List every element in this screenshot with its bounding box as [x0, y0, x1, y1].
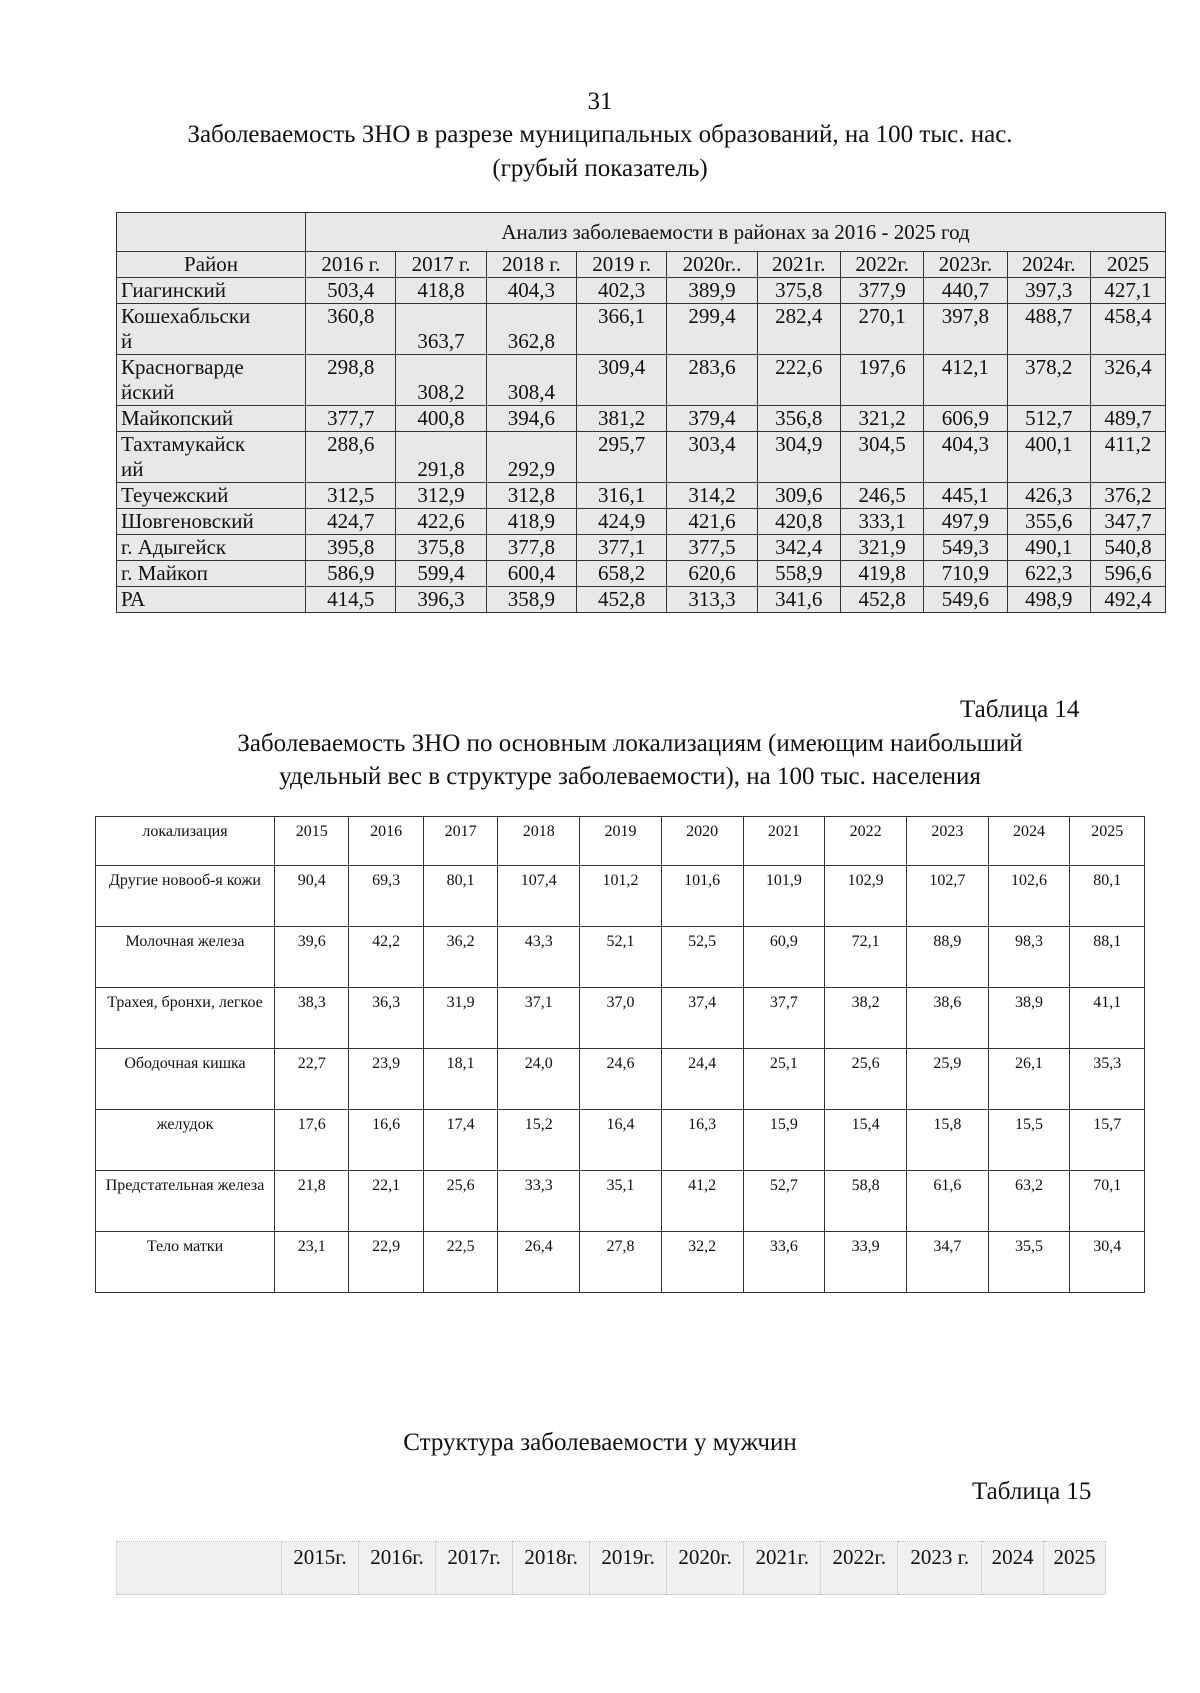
value-cell: 394,6 — [486, 406, 576, 432]
value-cell: 379,4 — [667, 406, 757, 432]
table1-title-line2: (грубый показатель) — [492, 155, 708, 182]
value-cell: 102,9 — [825, 866, 907, 927]
header-cell-year: 2020г.. — [667, 252, 757, 278]
district-name-part: Тахтамукайск — [121, 432, 246, 456]
district-incidence-table — [116, 212, 1166, 613]
localization-cell: Ободочная кишка — [96, 1049, 275, 1110]
value-cell: 38,3 — [275, 988, 349, 1049]
table-row — [96, 988, 1145, 1049]
value-cell: 15,8 — [906, 1110, 988, 1171]
header-cell-year: 2019г. — [590, 1542, 667, 1595]
value-cell: 363,7 — [396, 304, 486, 355]
value-cell: 32,2 — [661, 1232, 743, 1293]
value-cell: 424,7 — [306, 509, 396, 535]
value-cell: 31,9 — [423, 988, 497, 1049]
district-name-part: Гиагинский — [121, 278, 226, 302]
value-cell: 33,6 — [743, 1232, 825, 1293]
value-cell: 600,4 — [486, 561, 576, 587]
value-cell: 107,4 — [498, 866, 580, 927]
header-cell-year: 2025 — [1044, 1542, 1106, 1595]
value-cell: 375,8 — [757, 278, 840, 304]
value-cell: 498,9 — [1007, 587, 1090, 613]
district-name-part: йский — [121, 380, 175, 404]
table-row — [117, 406, 1166, 432]
value-cell: 503,4 — [306, 278, 396, 304]
value-cell: 309,6 — [757, 483, 840, 509]
header-cell-year: 2020 — [661, 817, 743, 866]
header-cell-year: 2023 г. — [898, 1542, 982, 1595]
value-cell: 246,5 — [840, 483, 923, 509]
value-cell: 60,9 — [743, 927, 825, 988]
value-cell: 299,4 — [667, 304, 757, 355]
value-cell: 88,1 — [1070, 927, 1145, 988]
table-row — [117, 432, 1166, 483]
value-cell: 420,8 — [757, 509, 840, 535]
value-cell: 308,2 — [396, 355, 486, 406]
value-cell: 710,9 — [924, 561, 1007, 587]
value-cell: 362,8 — [486, 304, 576, 355]
header-cell-year: 2018г. — [513, 1542, 590, 1595]
value-cell: 16,4 — [580, 1110, 662, 1171]
value-cell: 549,6 — [924, 587, 1007, 613]
value-cell: 599,4 — [396, 561, 486, 587]
value-cell: 377,9 — [840, 278, 923, 304]
value-cell: 39,6 — [275, 927, 349, 988]
value-cell: 291,8 — [396, 432, 486, 483]
value-cell: 452,8 — [840, 587, 923, 613]
district-name-part: РА — [121, 587, 146, 611]
header-cell-year: 2016 — [349, 817, 423, 866]
header-cell-year: 2019 — [580, 817, 662, 866]
value-cell: 326,4 — [1090, 355, 1165, 406]
value-cell: 52,5 — [661, 927, 743, 988]
value-cell: 295,7 — [576, 432, 666, 483]
value-cell: 458,4 — [1090, 304, 1165, 355]
value-cell: 303,4 — [667, 432, 757, 483]
value-cell: 38,6 — [906, 988, 988, 1049]
value-cell: 90,4 — [275, 866, 349, 927]
value-cell: 418,8 — [396, 278, 486, 304]
header-cell-year: 2024 — [982, 1542, 1044, 1595]
district-name-part: ий — [121, 457, 144, 481]
value-cell: 313,3 — [667, 587, 757, 613]
value-cell: 30,4 — [1070, 1232, 1145, 1293]
value-cell: 80,1 — [1070, 866, 1145, 927]
value-cell: 422,6 — [396, 509, 486, 535]
value-cell: 512,7 — [1007, 406, 1090, 432]
value-cell: 378,2 — [1007, 355, 1090, 406]
value-cell: 15,7 — [1070, 1110, 1145, 1171]
header-cell-year: 2023 — [906, 817, 988, 866]
localization-cell: Тело матки — [96, 1232, 275, 1293]
value-cell: 15,2 — [498, 1110, 580, 1171]
district-name-part: г. Адыгейск — [121, 535, 227, 559]
value-cell: 22,5 — [423, 1232, 497, 1293]
header-cell-year: 2021г. — [757, 252, 840, 278]
value-cell: 41,2 — [661, 1171, 743, 1232]
header-cell-year: 2017г. — [436, 1542, 513, 1595]
value-cell: 440,7 — [924, 278, 1007, 304]
value-cell: 63,2 — [988, 1171, 1070, 1232]
group-header-cell: Анализ заболеваемости в районах за 2016 - 2025 год — [306, 213, 1166, 252]
men-structure-table-body — [117, 1542, 1106, 1595]
value-cell: 321,9 — [840, 535, 923, 561]
district-cell — [117, 304, 306, 355]
value-cell: 222,6 — [757, 355, 840, 406]
header-cell-year: 2017 г. — [396, 252, 486, 278]
value-cell: 400,8 — [396, 406, 486, 432]
value-cell: 25,9 — [906, 1049, 988, 1110]
value-cell: 42,2 — [349, 927, 423, 988]
value-cell: 427,1 — [1090, 278, 1165, 304]
district-cell — [117, 509, 306, 535]
value-cell: 377,1 — [576, 535, 666, 561]
value-cell: 33,9 — [825, 1232, 907, 1293]
value-cell: 298,8 — [306, 355, 396, 406]
value-cell: 376,2 — [1090, 483, 1165, 509]
header-cell-year: 2021г. — [744, 1542, 821, 1595]
table14-label: Таблица 14 — [960, 696, 1080, 723]
table-row — [117, 509, 1166, 535]
value-cell: 400,1 — [1007, 432, 1090, 483]
district-name-part: Красногварде — [121, 355, 244, 379]
value-cell: 37,7 — [743, 988, 825, 1049]
value-cell: 15,9 — [743, 1110, 825, 1171]
value-cell: 24,6 — [580, 1049, 662, 1110]
value-cell: 308,4 — [486, 355, 576, 406]
value-cell: 312,5 — [306, 483, 396, 509]
district-name-part: Кошехабльски — [121, 304, 251, 328]
header-cell-year: 2025 — [1070, 817, 1145, 866]
header-cell-year: 2025 — [1090, 252, 1165, 278]
table-row — [117, 587, 1166, 613]
value-cell: 549,3 — [924, 535, 1007, 561]
value-cell: 25,6 — [423, 1171, 497, 1232]
value-cell: 292,9 — [486, 432, 576, 483]
value-cell: 80,1 — [423, 866, 497, 927]
table-row — [117, 483, 1166, 509]
value-cell: 38,2 — [825, 988, 907, 1049]
value-cell: 558,9 — [757, 561, 840, 587]
table-row — [117, 535, 1166, 561]
value-cell: 342,4 — [757, 535, 840, 561]
page-number: 31 — [587, 88, 613, 115]
header-cell-year: 2018 г. — [486, 252, 576, 278]
value-cell: 321,2 — [840, 406, 923, 432]
value-cell: 37,1 — [498, 988, 580, 1049]
value-cell: 101,9 — [743, 866, 825, 927]
value-cell: 404,3 — [924, 432, 1007, 483]
value-cell: 25,1 — [743, 1049, 825, 1110]
value-cell: 21,8 — [275, 1171, 349, 1232]
value-cell: 36,2 — [423, 927, 497, 988]
value-cell: 620,6 — [667, 561, 757, 587]
value-cell: 33,3 — [498, 1171, 580, 1232]
table2-title-line1: Заболеваемость ЗНО по основным локализациям (имеющим наибольший — [237, 730, 1023, 757]
value-cell: 355,6 — [1007, 509, 1090, 535]
value-cell: 414,5 — [306, 587, 396, 613]
value-cell: 282,4 — [757, 304, 840, 355]
district-cell — [117, 355, 306, 406]
header-cell-year: 2015г. — [282, 1542, 359, 1595]
value-cell: 375,8 — [396, 535, 486, 561]
value-cell: 22,9 — [349, 1232, 423, 1293]
value-cell: 25,6 — [825, 1049, 907, 1110]
value-cell: 197,6 — [840, 355, 923, 406]
value-cell: 309,4 — [576, 355, 666, 406]
value-cell: 381,2 — [576, 406, 666, 432]
value-cell: 360,8 — [306, 304, 396, 355]
district-name-part: Майкопский — [121, 406, 234, 430]
localization-cell: Предстательная железа — [96, 1171, 275, 1232]
header-cell-year: 2024 — [988, 817, 1070, 866]
value-cell: 488,7 — [1007, 304, 1090, 355]
value-cell: 72,1 — [825, 927, 907, 988]
district-name-part: Теучежский — [121, 483, 229, 507]
value-cell: 101,6 — [661, 866, 743, 927]
district-cell — [117, 561, 306, 587]
table-row — [96, 1171, 1145, 1232]
value-cell: 98,3 — [988, 927, 1070, 988]
value-cell: 358,9 — [486, 587, 576, 613]
value-cell: 419,8 — [840, 561, 923, 587]
table-header-row — [96, 817, 1145, 866]
value-cell: 36,3 — [349, 988, 423, 1049]
value-cell: 316,1 — [576, 483, 666, 509]
header-cell-year: 2015 — [275, 817, 349, 866]
header-cell-year: 2022 — [825, 817, 907, 866]
men-structure-table — [116, 1541, 1106, 1595]
value-cell: 341,6 — [757, 587, 840, 613]
value-cell: 16,6 — [349, 1110, 423, 1171]
value-cell: 102,7 — [906, 866, 988, 927]
value-cell: 35,1 — [580, 1171, 662, 1232]
value-cell: 389,9 — [667, 278, 757, 304]
header-cell-year: 2024г. — [1007, 252, 1090, 278]
header-cell-year: 2016г. — [359, 1542, 436, 1595]
value-cell: 497,9 — [924, 509, 1007, 535]
table-row — [96, 927, 1145, 988]
table-header-row — [117, 1542, 1106, 1595]
value-cell: 70,1 — [1070, 1171, 1145, 1232]
value-cell: 304,9 — [757, 432, 840, 483]
value-cell: 606,9 — [924, 406, 1007, 432]
value-cell: 18,1 — [423, 1049, 497, 1110]
value-cell: 22,7 — [275, 1049, 349, 1110]
value-cell: 377,7 — [306, 406, 396, 432]
table2-title-line2: удельный вес в структуре заболеваемости), на 100 тыс. населения — [279, 763, 981, 790]
value-cell: 41,1 — [1070, 988, 1145, 1049]
localization-cell: Трахея, бронхи, легкое — [96, 988, 275, 1049]
table-header-row — [117, 252, 1166, 278]
table-row — [117, 561, 1166, 587]
value-cell: 424,9 — [576, 509, 666, 535]
district-cell — [117, 535, 306, 561]
header-cell-year: 2023г. — [924, 252, 1007, 278]
table-row — [96, 1110, 1145, 1171]
value-cell: 52,1 — [580, 927, 662, 988]
value-cell: 35,3 — [1070, 1049, 1145, 1110]
value-cell: 333,1 — [840, 509, 923, 535]
district-name-part: г. Майкоп — [121, 561, 208, 585]
value-cell: 38,9 — [988, 988, 1070, 1049]
header-cell-district: Район — [117, 252, 306, 278]
table2-title — [130, 727, 1130, 793]
district-name-part: Шовгеновский — [121, 509, 254, 533]
value-cell: 24,0 — [498, 1049, 580, 1110]
value-cell: 26,1 — [988, 1049, 1070, 1110]
header-cell-year: 2019 г. — [576, 252, 666, 278]
header-cell-year: 2018 — [498, 817, 580, 866]
table-row — [117, 355, 1166, 406]
value-cell: 586,9 — [306, 561, 396, 587]
value-cell: 489,7 — [1090, 406, 1165, 432]
value-cell: 366,1 — [576, 304, 666, 355]
district-cell — [117, 278, 306, 304]
value-cell: 377,8 — [486, 535, 576, 561]
value-cell: 69,3 — [349, 866, 423, 927]
value-cell: 596,6 — [1090, 561, 1165, 587]
header-cell-localization: локализация — [96, 817, 275, 866]
value-cell: 426,3 — [1007, 483, 1090, 509]
value-cell: 658,2 — [576, 561, 666, 587]
value-cell: 418,9 — [486, 509, 576, 535]
table-row — [117, 304, 1166, 355]
value-cell: 288,6 — [306, 432, 396, 483]
value-cell: 377,5 — [667, 535, 757, 561]
value-cell: 23,9 — [349, 1049, 423, 1110]
header-cell-year: 2021 — [743, 817, 825, 866]
value-cell: 37,4 — [661, 988, 743, 1049]
value-cell: 26,4 — [498, 1232, 580, 1293]
header-cell-blank — [117, 1542, 282, 1595]
value-cell: 16,3 — [661, 1110, 743, 1171]
localization-cell: Другие новооб-я кожи — [96, 866, 275, 927]
value-cell: 404,3 — [486, 278, 576, 304]
value-cell: 411,2 — [1090, 432, 1165, 483]
value-cell: 445,1 — [924, 483, 1007, 509]
value-cell: 452,8 — [576, 587, 666, 613]
district-cell — [117, 432, 306, 483]
localization-cell: желудок — [96, 1110, 275, 1171]
header-cell-year: 2022г. — [840, 252, 923, 278]
value-cell: 397,3 — [1007, 278, 1090, 304]
table-row — [96, 1232, 1145, 1293]
district-table-body — [117, 213, 1166, 613]
value-cell: 490,1 — [1007, 535, 1090, 561]
value-cell: 314,2 — [667, 483, 757, 509]
value-cell: 102,6 — [988, 866, 1070, 927]
value-cell: 283,6 — [667, 355, 757, 406]
value-cell: 27,8 — [580, 1232, 662, 1293]
value-cell: 15,4 — [825, 1110, 907, 1171]
value-cell: 24,4 — [661, 1049, 743, 1110]
value-cell: 312,8 — [486, 483, 576, 509]
value-cell: 88,9 — [906, 927, 988, 988]
value-cell: 22,1 — [349, 1171, 423, 1232]
table-header-row — [117, 213, 1166, 252]
table15-label: Таблица 15 — [972, 1478, 1092, 1505]
header-cell-year: 2022г. — [821, 1542, 898, 1595]
value-cell: 61,6 — [906, 1171, 988, 1232]
value-cell: 347,7 — [1090, 509, 1165, 535]
value-cell: 52,7 — [743, 1171, 825, 1232]
value-cell: 58,8 — [825, 1171, 907, 1232]
value-cell: 396,3 — [396, 587, 486, 613]
table-row — [96, 866, 1145, 927]
value-cell: 17,4 — [423, 1110, 497, 1171]
localization-incidence-table — [95, 816, 1145, 1293]
header-cell-year: 2016 г. — [306, 252, 396, 278]
district-cell — [117, 483, 306, 509]
table-row — [96, 1049, 1145, 1110]
district-cell — [117, 587, 306, 613]
table1-title-line1: Заболеваемость ЗНО в разрезе муниципальных образований, на 100 тыс. нас. — [187, 121, 1013, 148]
value-cell: 540,8 — [1090, 535, 1165, 561]
value-cell: 312,9 — [396, 483, 486, 509]
value-cell: 397,8 — [924, 304, 1007, 355]
value-cell: 270,1 — [840, 304, 923, 355]
value-cell: 37,0 — [580, 988, 662, 1049]
header-cell-year: 2017 — [423, 817, 497, 866]
value-cell: 23,1 — [275, 1232, 349, 1293]
value-cell: 395,8 — [306, 535, 396, 561]
value-cell: 421,6 — [667, 509, 757, 535]
value-cell: 15,5 — [988, 1110, 1070, 1171]
table3-title: Структура заболеваемости у мужчин — [403, 1429, 797, 1456]
value-cell: 17,6 — [275, 1110, 349, 1171]
localization-table-body — [96, 817, 1145, 1293]
value-cell: 35,5 — [988, 1232, 1070, 1293]
value-cell: 34,7 — [906, 1232, 988, 1293]
header-cell-blank — [117, 213, 306, 252]
table-row — [117, 278, 1166, 304]
value-cell: 304,5 — [840, 432, 923, 483]
value-cell: 622,3 — [1007, 561, 1090, 587]
value-cell: 101,2 — [580, 866, 662, 927]
value-cell: 356,8 — [757, 406, 840, 432]
header-cell-year: 2020г. — [667, 1542, 744, 1595]
table1-title — [80, 118, 1120, 186]
district-name-part: й — [121, 329, 133, 353]
value-cell: 402,3 — [576, 278, 666, 304]
value-cell: 43,3 — [498, 927, 580, 988]
value-cell: 492,4 — [1090, 587, 1165, 613]
localization-cell: Молочная железа — [96, 927, 275, 988]
district-cell — [117, 406, 306, 432]
value-cell: 412,1 — [924, 355, 1007, 406]
